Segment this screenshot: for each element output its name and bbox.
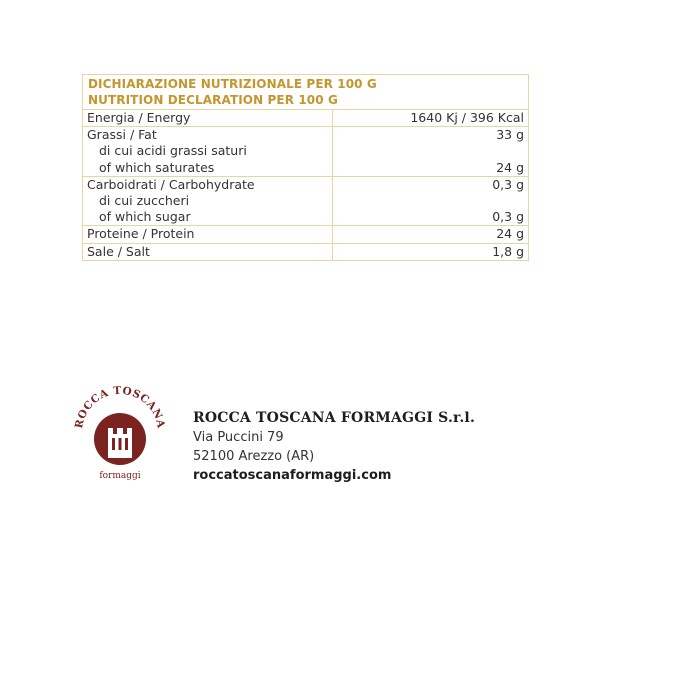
- table-row-energy: [83, 110, 529, 127]
- company-city: 52100 Arezzo (AR): [193, 449, 315, 464]
- table-row-protein: [83, 226, 529, 243]
- saturates-value: 24 g: [496, 159, 525, 175]
- fat-label-cell: [83, 127, 333, 177]
- logo-arc-text: ROCCA TOSCANA: [73, 384, 167, 430]
- logo-graphic: [68, 384, 172, 484]
- fat-sub-label-it: di cui acidi grassi saturi: [99, 143, 247, 159]
- protein-label: Proteine / Protein: [83, 226, 333, 243]
- fat-sub-label-en: of which saturates: [99, 159, 215, 175]
- salt-value: 1,8 g: [333, 243, 529, 260]
- sugar-sub-label-it: di cui zuccheri: [99, 193, 190, 209]
- company-website-link[interactable]: roccatoscanaformaggi.com: [193, 468, 392, 483]
- company-info: [193, 408, 593, 485]
- company-name: ROCCA TOSCANA FORMAGGI S.r.l.: [193, 410, 476, 426]
- rocca-toscana-logo: [68, 384, 172, 484]
- nutrition-header-row: [83, 75, 529, 110]
- table-row-salt: [83, 243, 529, 260]
- fat-value-cell: [333, 127, 529, 177]
- nutrition-table: [82, 74, 529, 261]
- table-row-carbohydrate: [83, 176, 529, 226]
- company-street: Via Puccini 79: [193, 430, 284, 445]
- sugar-value: 0,3 g: [492, 209, 525, 225]
- salt-label: Sale / Salt: [83, 243, 333, 260]
- fat-label: Grassi / Fat: [87, 127, 157, 143]
- fat-value: 33 g: [496, 127, 525, 143]
- energy-value: 1640 Kj / 396 Kcal: [333, 110, 529, 127]
- protein-value: 24 g: [333, 226, 529, 243]
- carbs-label: Carboidrati / Carbohydrate: [87, 176, 255, 192]
- sugar-sub-label-en: of which sugar: [99, 209, 191, 225]
- nutrition-header: [83, 75, 529, 110]
- carbs-value: 0,3 g: [492, 176, 525, 192]
- nutrition-header-en: NUTRITION DECLARATION PER 100 G: [88, 93, 338, 107]
- energy-label: Energia / Energy: [83, 110, 333, 127]
- carbs-value-cell: [333, 176, 529, 226]
- table-row-fat: [83, 127, 529, 177]
- nutrition-header-it: DICHIARAZIONE NUTRIZIONALE PER 100 G: [88, 77, 377, 91]
- logo-sub-text: formaggi: [99, 471, 141, 481]
- carbs-label-cell: [83, 176, 333, 226]
